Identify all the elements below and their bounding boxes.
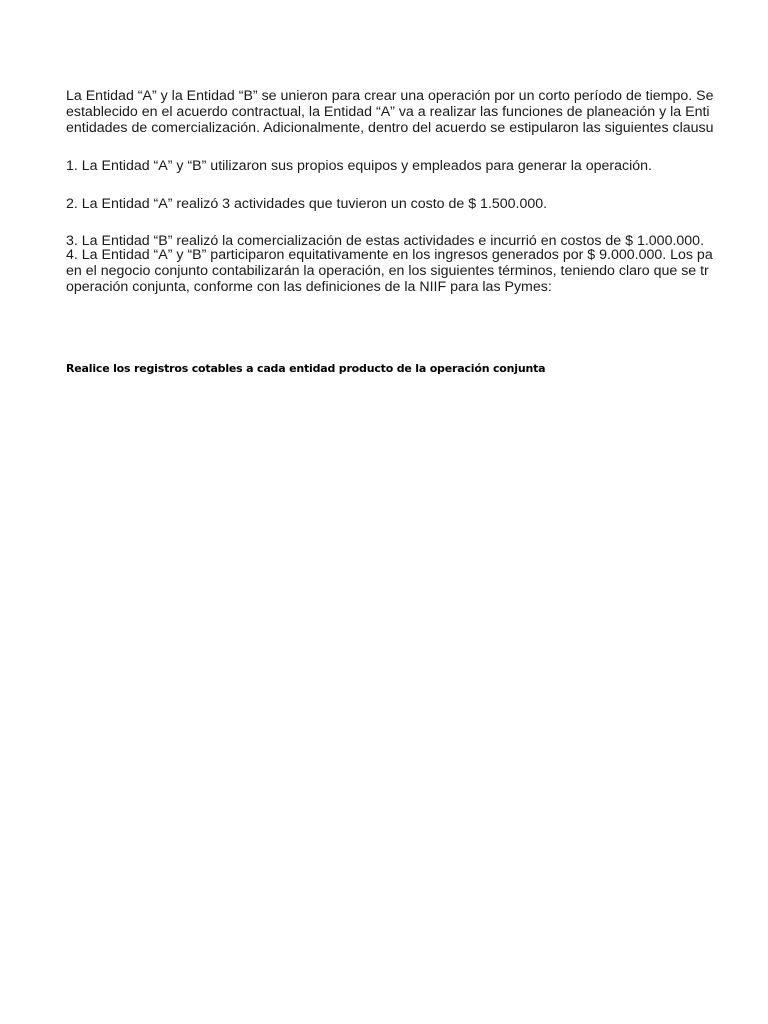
intro-line: La Entidad “A” y la Entidad “B” se unieron para crear una operación por un corto período de tiempo. Se	[66, 88, 714, 104]
clause-item-4-line: operación conjunta, conforme con las definiciones de la NIIF para las Pymes:	[66, 279, 552, 295]
intro-line: establecido en el acuerdo contractual, la Entidad “A” va a realizar las funciones de planeación y la Enti	[66, 104, 710, 120]
clause-item-1: 1. La Entidad “A” y “B” utilizaron sus propios equipos y empleados para generar la operación.	[66, 158, 652, 174]
clause-item-2: 2. La Entidad “A” realizó 3 actividades que tuvieron un costo de $ 1.500.000.	[66, 196, 548, 212]
intro-line: entidades de comercialización. Adicionalmente, dentro del acuerdo se estipularon las siguientes clausu	[66, 120, 714, 136]
clause-item-4-line: en el negocio conjunto contabilizarán la operación, en los siguientes términos, teniendo claro que se tr	[66, 263, 709, 279]
clause-item-4-content	[66, 247, 713, 295]
clause-item-3: 3. La Entidad “B” realizó la comercialización de estas actividades e incurrió en costos de $ 1.000.000.	[66, 233, 705, 249]
instruction-text: Realice los registros cotables a cada entidad producto de la operación conjunta	[66, 362, 546, 375]
clause-item-4-line: 4. La Entidad “A” y “B” participaron equitativamente en los ingresos generados por $ 9.000.000. Los pa	[66, 247, 713, 263]
intro-paragraph	[66, 88, 714, 136]
